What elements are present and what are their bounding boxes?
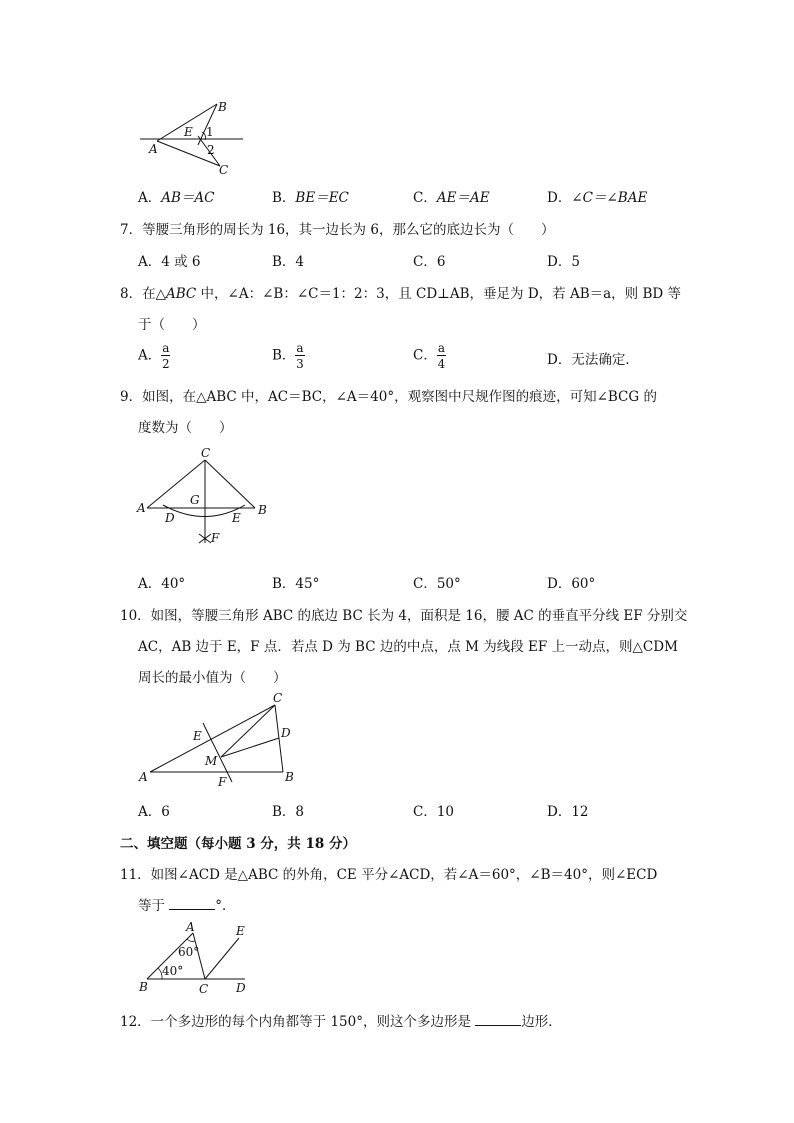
- fig10-label-d: D: [281, 726, 291, 740]
- q6-option-a[interactable]: A．AB＝AC: [138, 190, 215, 206]
- fig9-label-f: F: [211, 531, 220, 545]
- q10-figure: [135, 690, 300, 790]
- fig6-label-a: A: [149, 142, 158, 156]
- fig9-label-c: C: [201, 446, 211, 460]
- fig10-label-b: B: [285, 770, 294, 784]
- q9-line2: 度数为（ ）: [138, 420, 233, 436]
- q9-line1: 9．如图，在△ABC 中，AC＝BC，∠A＝40°，观察图中尺规作图的痕迹，可知∠BCG 的: [120, 389, 657, 405]
- fig9-label-a: A: [137, 501, 146, 515]
- q11-line1: 11．如图∠ACD 是△ABC 的外角，CE 平分∠ACD，若∠A＝60°，∠B＝40°，则∠ECD: [120, 867, 658, 883]
- fig11-label-a: A: [186, 920, 195, 934]
- fig9-label-e: E: [232, 511, 241, 525]
- q7-option-c[interactable]: C．6: [413, 254, 446, 270]
- fig10-label-c: C: [273, 691, 283, 705]
- q11-answer-blank[interactable]: [169, 897, 215, 910]
- fig9-label-g: G: [190, 493, 200, 507]
- fig11-label-e: E: [236, 924, 245, 938]
- fig11-label-40: 40°: [162, 964, 184, 978]
- fig10-label-f: F: [218, 775, 227, 789]
- q8-line1: 8．在△ABC 中，∠A：∠B：∠C＝1：2：3，且 CD⊥AB，垂足为 D，若 AB＝a，则 BD 等: [120, 286, 681, 302]
- q11-figure: [133, 918, 258, 998]
- q7-option-b[interactable]: B．4: [272, 254, 305, 270]
- q9-option-a[interactable]: A．40°: [138, 576, 186, 592]
- q7-option-d[interactable]: D．5: [547, 254, 580, 270]
- q8-option-a[interactable]: A． $\frac{a}{2}$: [138, 341, 170, 371]
- fig6-label-c: C: [219, 163, 229, 177]
- fig10-label-m: M: [205, 754, 218, 768]
- section-fill-in-title: 二、填空题（每小题 3 分，共 18 分）: [120, 836, 356, 852]
- q9-option-c[interactable]: C．50°: [413, 576, 461, 592]
- q10-option-d[interactable]: D．12: [547, 804, 589, 820]
- q10-option-a[interactable]: A．6: [138, 804, 170, 820]
- q10-option-c[interactable]: C．10: [413, 804, 455, 820]
- q8-line2: 于（ ）: [138, 317, 206, 333]
- q9-option-b[interactable]: B．45°: [272, 576, 320, 592]
- q7-option-a[interactable]: A．4 或 6: [138, 254, 201, 270]
- fig11-label-60: 60°: [178, 945, 200, 959]
- q8-option-b[interactable]: B． $\frac{a}{3}$: [272, 341, 304, 371]
- q10-line3: 周长的最小值为（ ）: [138, 670, 287, 686]
- fig6-label-2: 2: [207, 143, 215, 157]
- q6-option-c[interactable]: C．AE＝AE: [413, 190, 490, 206]
- q8-option-c[interactable]: C． $\frac{a}{4}$: [413, 341, 446, 371]
- q11-line2: 等于 °．: [138, 898, 236, 914]
- q6-figure: [135, 98, 250, 178]
- q6-option-d[interactable]: D．∠C＝∠BAE: [547, 190, 648, 206]
- fig10-label-a: A: [139, 770, 148, 784]
- q9-figure: [133, 443, 283, 553]
- q8-option-d[interactable]: D．无法确定．: [547, 352, 639, 368]
- q10-line1: 10．如图，等腰三角形 ABC 的底边 BC 长为 4，面积是 16，腰 AC 的垂直平分线 EF 分别交: [120, 608, 688, 624]
- q12-text: 12．一个多边形的每个内角都等于 150°，则这个多边形是 边形．: [120, 1014, 562, 1030]
- fig11-label-d: D: [236, 981, 246, 995]
- q6-option-b[interactable]: B．BE＝EC: [272, 190, 349, 206]
- fig10-label-e: E: [193, 729, 202, 743]
- fig6-label-e: E: [184, 125, 193, 139]
- q10-option-b[interactable]: B．8: [272, 804, 305, 820]
- fig11-label-c: C: [199, 982, 209, 996]
- fig9-label-b: B: [258, 503, 267, 517]
- q10-line2: AC，AB 边于 E，F 点．若点 D 为 BC 边的中点，点 M 为线段 EF 上一动点，则△CDM: [138, 639, 678, 655]
- fig11-label-b: B: [139, 980, 148, 994]
- q7-text: 7．等腰三角形的周长为 16，其一边长为 6，那么它的底边长为（ ）: [120, 222, 555, 238]
- fig9-label-d: D: [165, 511, 175, 525]
- fig6-label-b: B: [218, 100, 227, 114]
- q12-answer-blank[interactable]: [475, 1013, 521, 1026]
- q9-option-d[interactable]: D．60°: [547, 576, 596, 592]
- fig6-label-1: 1: [206, 125, 214, 139]
